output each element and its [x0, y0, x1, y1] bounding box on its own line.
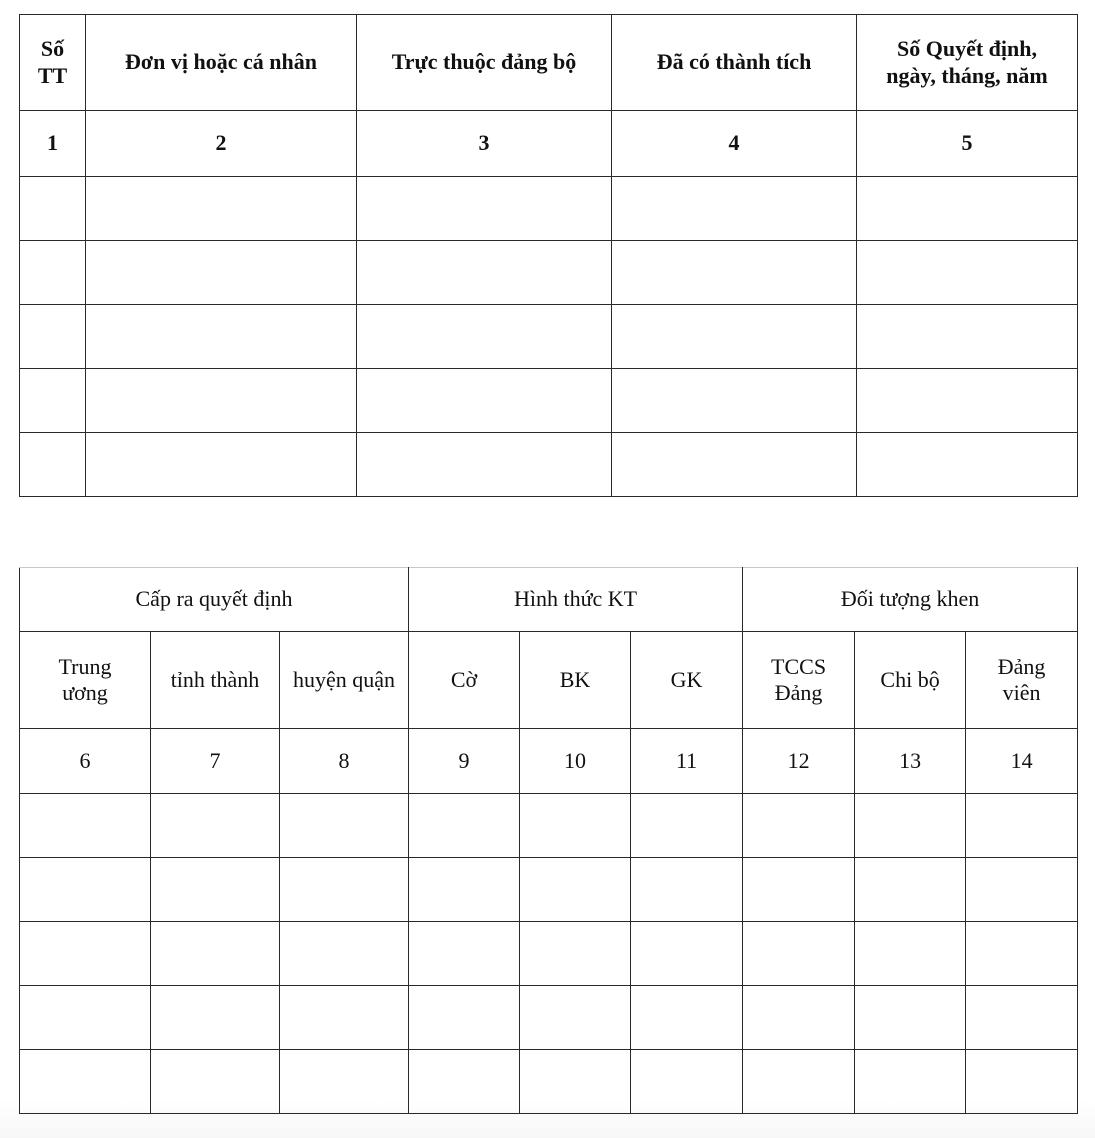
column-number: 9 [409, 729, 520, 794]
table-cell[interactable] [409, 986, 520, 1050]
table-cell[interactable] [357, 433, 612, 497]
table-row [20, 794, 1078, 858]
column-number: 4 [612, 111, 857, 177]
table-cell[interactable] [357, 177, 612, 241]
table-cell[interactable] [357, 305, 612, 369]
table-cell[interactable] [966, 794, 1078, 858]
subheader-province-label: tỉnh thành [170, 666, 260, 692]
column-number: 2 [86, 111, 357, 177]
table2-column-number-row [20, 729, 1078, 794]
table-row [20, 369, 1078, 433]
table-row [20, 1050, 1078, 1114]
table-cell[interactable] [280, 1050, 409, 1114]
table-cell[interactable] [612, 369, 857, 433]
table-cell[interactable] [357, 369, 612, 433]
table-cell[interactable] [612, 241, 857, 305]
column-number: 10 [520, 729, 631, 794]
subheader-flag [409, 632, 520, 729]
table-cell[interactable] [743, 1050, 855, 1114]
table-cell[interactable] [151, 1050, 280, 1114]
table-cell[interactable] [855, 858, 966, 922]
table-cell[interactable] [20, 986, 151, 1050]
subheader-party-cell-label: Chi bộ [880, 666, 940, 692]
table-row [20, 241, 1078, 305]
header-party-branch-label: Trực thuộc đảng bộ [391, 49, 577, 75]
column-number: 6 [20, 729, 151, 794]
award-list-table [19, 14, 1078, 497]
table-cell[interactable] [743, 986, 855, 1050]
table-cell[interactable] [857, 305, 1078, 369]
table-cell[interactable] [409, 922, 520, 986]
table-cell[interactable] [357, 241, 612, 305]
table-cell[interactable] [520, 1050, 631, 1114]
table-cell[interactable] [409, 858, 520, 922]
table1-header-row [20, 15, 1078, 111]
table-cell[interactable] [612, 177, 857, 241]
table-cell[interactable] [966, 1050, 1078, 1114]
table-cell[interactable] [20, 369, 86, 433]
table-cell[interactable] [280, 922, 409, 986]
table-cell[interactable] [857, 433, 1078, 497]
header-party-branch [357, 15, 612, 111]
table-cell[interactable] [743, 794, 855, 858]
subheader-district [280, 632, 409, 729]
table-cell[interactable] [151, 858, 280, 922]
subheader-flag-label: Cờ [450, 666, 478, 692]
table-cell[interactable] [520, 858, 631, 922]
group-award-form: Hình thức KT [409, 568, 743, 632]
column-number: 7 [151, 729, 280, 794]
subheader-central-line1: Trung [58, 653, 112, 679]
header-decision-number-date [857, 15, 1078, 111]
subheader-bk-label: BK [559, 666, 591, 692]
table-cell[interactable] [20, 858, 151, 922]
table-cell[interactable] [86, 177, 357, 241]
table-cell[interactable] [86, 305, 357, 369]
column-number: 8 [280, 729, 409, 794]
table-row [20, 177, 1078, 241]
column-number: 5 [857, 111, 1078, 177]
table-cell[interactable] [86, 369, 357, 433]
subheader-district-label: huyện quận [293, 666, 396, 692]
subheader-central [20, 632, 151, 729]
subheader-party-member [966, 632, 1078, 729]
subheader-gk [631, 632, 743, 729]
header-unit-label: Đơn vị hoặc cá nhân [125, 49, 317, 75]
table-cell[interactable] [743, 922, 855, 986]
table-cell[interactable] [20, 433, 86, 497]
column-number: 12 [743, 729, 855, 794]
subheader-tccs-line1: TCCS [771, 653, 827, 679]
header-achievements [612, 15, 857, 111]
header-stt [20, 15, 86, 111]
table-cell[interactable] [966, 986, 1078, 1050]
column-number: 11 [631, 729, 743, 794]
column-number: 13 [855, 729, 966, 794]
group-award-target: Đối tượng khen [743, 568, 1078, 632]
table-cell[interactable] [20, 922, 151, 986]
table-cell[interactable] [409, 1050, 520, 1114]
table-cell[interactable] [151, 986, 280, 1050]
table-cell[interactable] [743, 858, 855, 922]
table-cell[interactable] [520, 922, 631, 986]
table-cell[interactable] [612, 433, 857, 497]
table-cell[interactable] [855, 986, 966, 1050]
table-cell[interactable] [20, 241, 86, 305]
header-decision-line2: ngày, tháng, năm [886, 62, 1048, 88]
column-number: 14 [966, 729, 1078, 794]
table-cell[interactable] [20, 305, 86, 369]
table-row [20, 305, 1078, 369]
table-cell[interactable] [151, 922, 280, 986]
table-cell[interactable] [631, 922, 743, 986]
table-cell[interactable] [409, 794, 520, 858]
table-cell[interactable] [857, 369, 1078, 433]
table-cell[interactable] [520, 986, 631, 1050]
table-row [20, 433, 1078, 497]
table-cell[interactable] [20, 177, 86, 241]
subheader-central-line2: ương [62, 680, 108, 705]
column-number: 3 [357, 111, 612, 177]
table-cell[interactable] [631, 1050, 743, 1114]
header-decision-line1: Số Quyết định, [897, 36, 1037, 62]
table-cell[interactable] [855, 1050, 966, 1114]
table-cell[interactable] [280, 986, 409, 1050]
table-cell[interactable] [520, 794, 631, 858]
table-cell[interactable] [20, 794, 151, 858]
subheader-bk [520, 632, 631, 729]
table-row [20, 858, 1078, 922]
header-stt-line1: Số [40, 36, 65, 62]
table-cell[interactable] [280, 794, 409, 858]
table-cell[interactable] [20, 1050, 151, 1114]
group-decision-level: Cấp ra quyết định [20, 568, 409, 632]
table-cell[interactable] [280, 858, 409, 922]
table-cell[interactable] [857, 241, 1078, 305]
subheader-party-cell [855, 632, 966, 729]
table-cell[interactable] [86, 241, 357, 305]
table-row [20, 986, 1078, 1050]
table-cell[interactable] [631, 986, 743, 1050]
table-cell[interactable] [966, 858, 1078, 922]
header-achievements-label: Đã có thành tích [656, 49, 812, 75]
table-cell[interactable] [631, 858, 743, 922]
table2-group-header-row [20, 568, 1078, 632]
table-cell[interactable] [855, 922, 966, 986]
table-cell[interactable] [857, 177, 1078, 241]
subheader-tccs-party [743, 632, 855, 729]
subheader-gk-label: GK [670, 666, 703, 692]
table-cell[interactable] [966, 922, 1078, 986]
table2-subheader-row [20, 632, 1078, 729]
column-number: 1 [20, 111, 86, 177]
table-cell[interactable] [855, 794, 966, 858]
subheader-province [151, 632, 280, 729]
table-cell[interactable] [631, 794, 743, 858]
table-row [20, 922, 1078, 986]
table1-column-number-row [20, 111, 1078, 177]
header-stt-line2: TT [37, 62, 68, 88]
subheader-tccs-line2: Đảng [774, 680, 823, 705]
header-unit-or-individual [86, 15, 357, 111]
subheader-party-member-line2: viên [1002, 680, 1041, 705]
table-cell[interactable] [612, 305, 857, 369]
table-cell[interactable] [86, 433, 357, 497]
subheader-party-member-line1: Đảng [997, 653, 1046, 679]
table-cell[interactable] [151, 794, 280, 858]
award-details-table [19, 567, 1078, 1114]
